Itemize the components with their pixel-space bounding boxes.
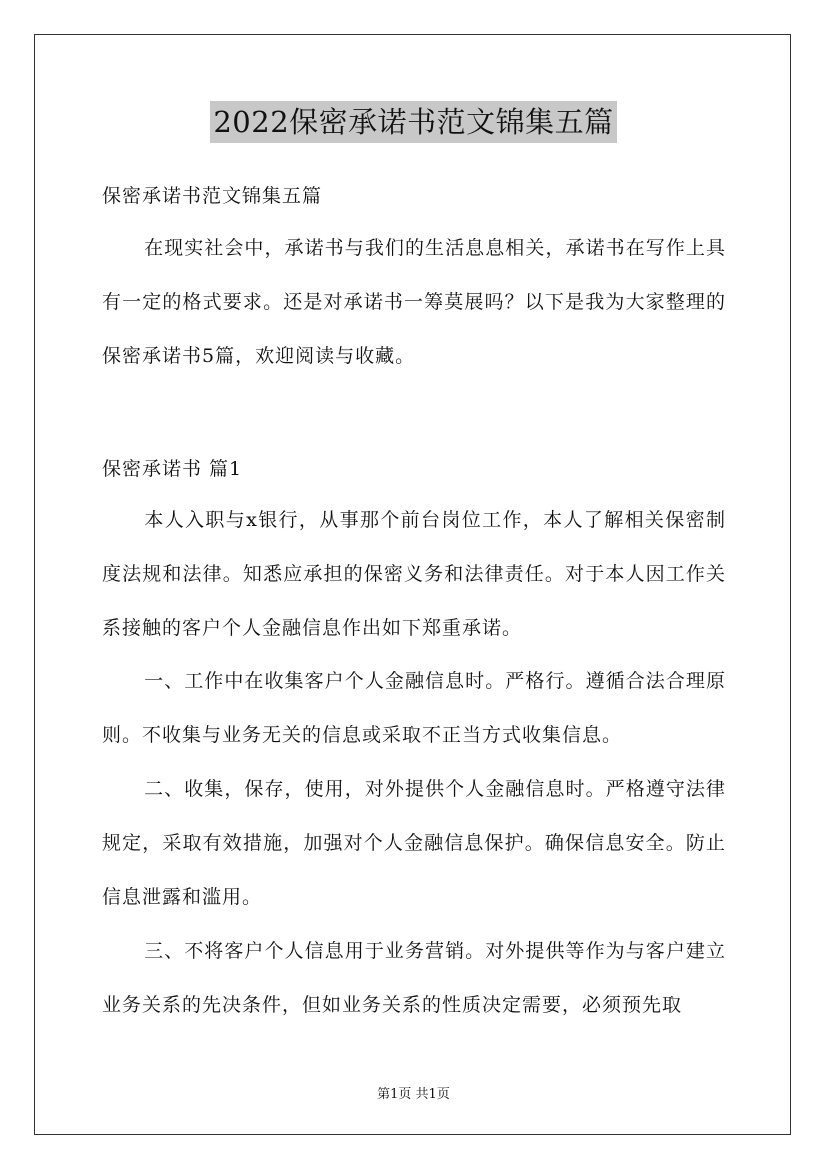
- paragraph-text: 二、收集，保存，使用，对外提供个人金融信息时。严格遵守法律规定，采取有效措施，加强对个人金融信息保护。确保信息安全。防止信息泄露和滥用。: [102, 778, 726, 908]
- document-subtitle: 保密承诺书范文锦集五篇: [102, 185, 323, 207]
- intro-text: 在现实社会中，承诺书与我们的生活息息相关，承诺书在写作上具有一定的格式要求。还是对承诺书一筹莫展吗？以下是我为大家整理的保密承诺书5篇，欢迎阅读与收藏。: [102, 237, 726, 367]
- document-title: 2022保密承诺书范文锦集五篇: [210, 101, 616, 143]
- paragraph-text: 本人入职与x银行，从事那个前台岗位工作，本人了解相关保密制度法规和法律。知悉应承担的保密义务和法律责任。对于本人因工作关系接触的客户个人金融信息作出如下郑重承诺。: [102, 509, 726, 639]
- body-paragraph-1: [102, 493, 726, 655]
- body-paragraph-4: [102, 924, 726, 1032]
- section-heading: 保密承诺书 篇1: [102, 458, 243, 480]
- paragraph-text: 三、不将客户个人信息用于业务营销。对外提供等作为与客户建立业务关系的先决条件，但如业务关系的性质决定需要，必须预先取: [102, 940, 726, 1016]
- page-footer: 第1页 共1页: [377, 1087, 450, 1102]
- paragraph-text: 一、工作中在收集客户个人金融信息时。严格行。遵循合法合理原则。不收集与业务无关的信息或采取不正当方式收集信息。: [102, 670, 726, 746]
- body-paragraph-2: [102, 654, 726, 762]
- intro-paragraph: [102, 221, 726, 383]
- title-container: [0, 101, 827, 143]
- body-paragraph-3: [102, 762, 726, 924]
